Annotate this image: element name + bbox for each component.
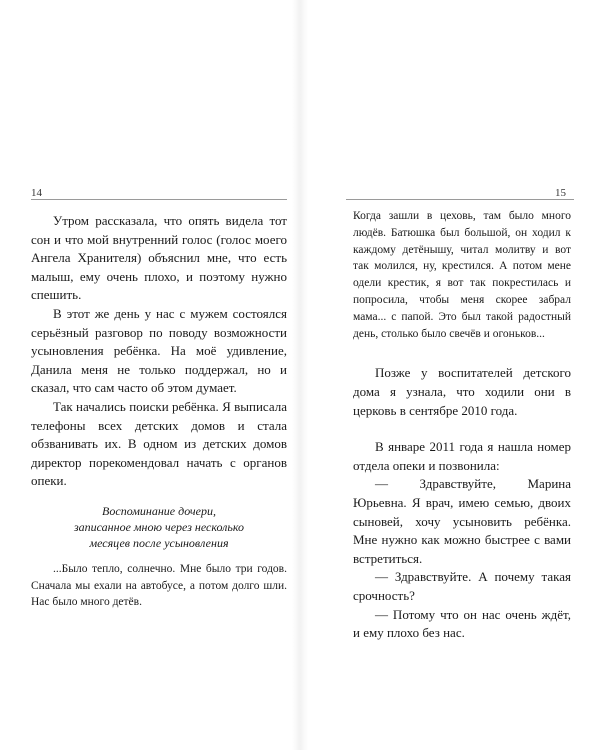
dialogue-line: — Потому что он нас очень ждёт, и ему плохо без нас. xyxy=(353,606,571,641)
header-rule-right xyxy=(346,199,574,200)
caption-line: месяцев после усыновления xyxy=(89,535,229,550)
dialogue-line: — Здравствуйте. А почему такая срочность? xyxy=(353,569,571,603)
recollection-text: Когда зашли в цеховь, там было много людёв. Батюшка был большой, он ходил к каждому детёнышу, читал молитву и вот так молился, ну, крестился. А потом мене одели крестик, я вот так покрестилась и попросила, чтобы меня скорее забрал мама... с папой. Это был такой радостный день, столько было свечёв и огоньков... xyxy=(353,210,571,340)
right-page-text xyxy=(353,208,571,643)
paragraph: В этот же день у нас с мужем состоялся серьёзный разговор по поводу возможности усыновления ребёнка. На моё удивление, Данила меня не только поддержал, но и сказал, что сам часто об этом думает. xyxy=(31,305,287,396)
recollection-text: ...Было тепло, солнечно. Мне было три годов. Сначала мы ехали на автобусе, а потом долго шли. Нас было много детёв. xyxy=(31,562,287,609)
caption-line: Воспоминание дочери, xyxy=(102,503,216,518)
header-rule-left xyxy=(31,199,287,200)
paragraph: Так начались поиски ребёнка. Я выписала телефоны всех детских домов и стала обзванивать их. В одном из детских домов директор порекомендовал начать с органов опеки. xyxy=(31,398,287,489)
page-number-left: 14 xyxy=(31,187,42,199)
section-caption xyxy=(31,503,287,551)
page-number-right: 15 xyxy=(555,187,566,199)
left-page-text xyxy=(31,208,287,611)
right-page xyxy=(300,0,600,750)
paragraph: Позже у воспитателей детского дома я узнала, что ходили они в церковь в сентябре 2010 года. xyxy=(353,365,571,418)
dialogue-line: — Здравствуйте, Марина Юрьевна. Я врач, имею семью, двоих сыновей, хочу усыновить ребёнка. Мне нужно как можно быстрее с вами встретиться. xyxy=(353,476,571,566)
paragraph: В январе 2011 года я нашла номер отдела опеки и позвонила: xyxy=(353,439,571,473)
paragraph: Утром рассказала, что опять видела тот сон и что мой внутренний голос (голос моего Ангела Хранителя) объяснил мне, что есть малыш, ему очень плохо, и поэтому нужно спешить. xyxy=(31,213,287,303)
caption-line: записанное мною через несколько xyxy=(73,519,245,534)
